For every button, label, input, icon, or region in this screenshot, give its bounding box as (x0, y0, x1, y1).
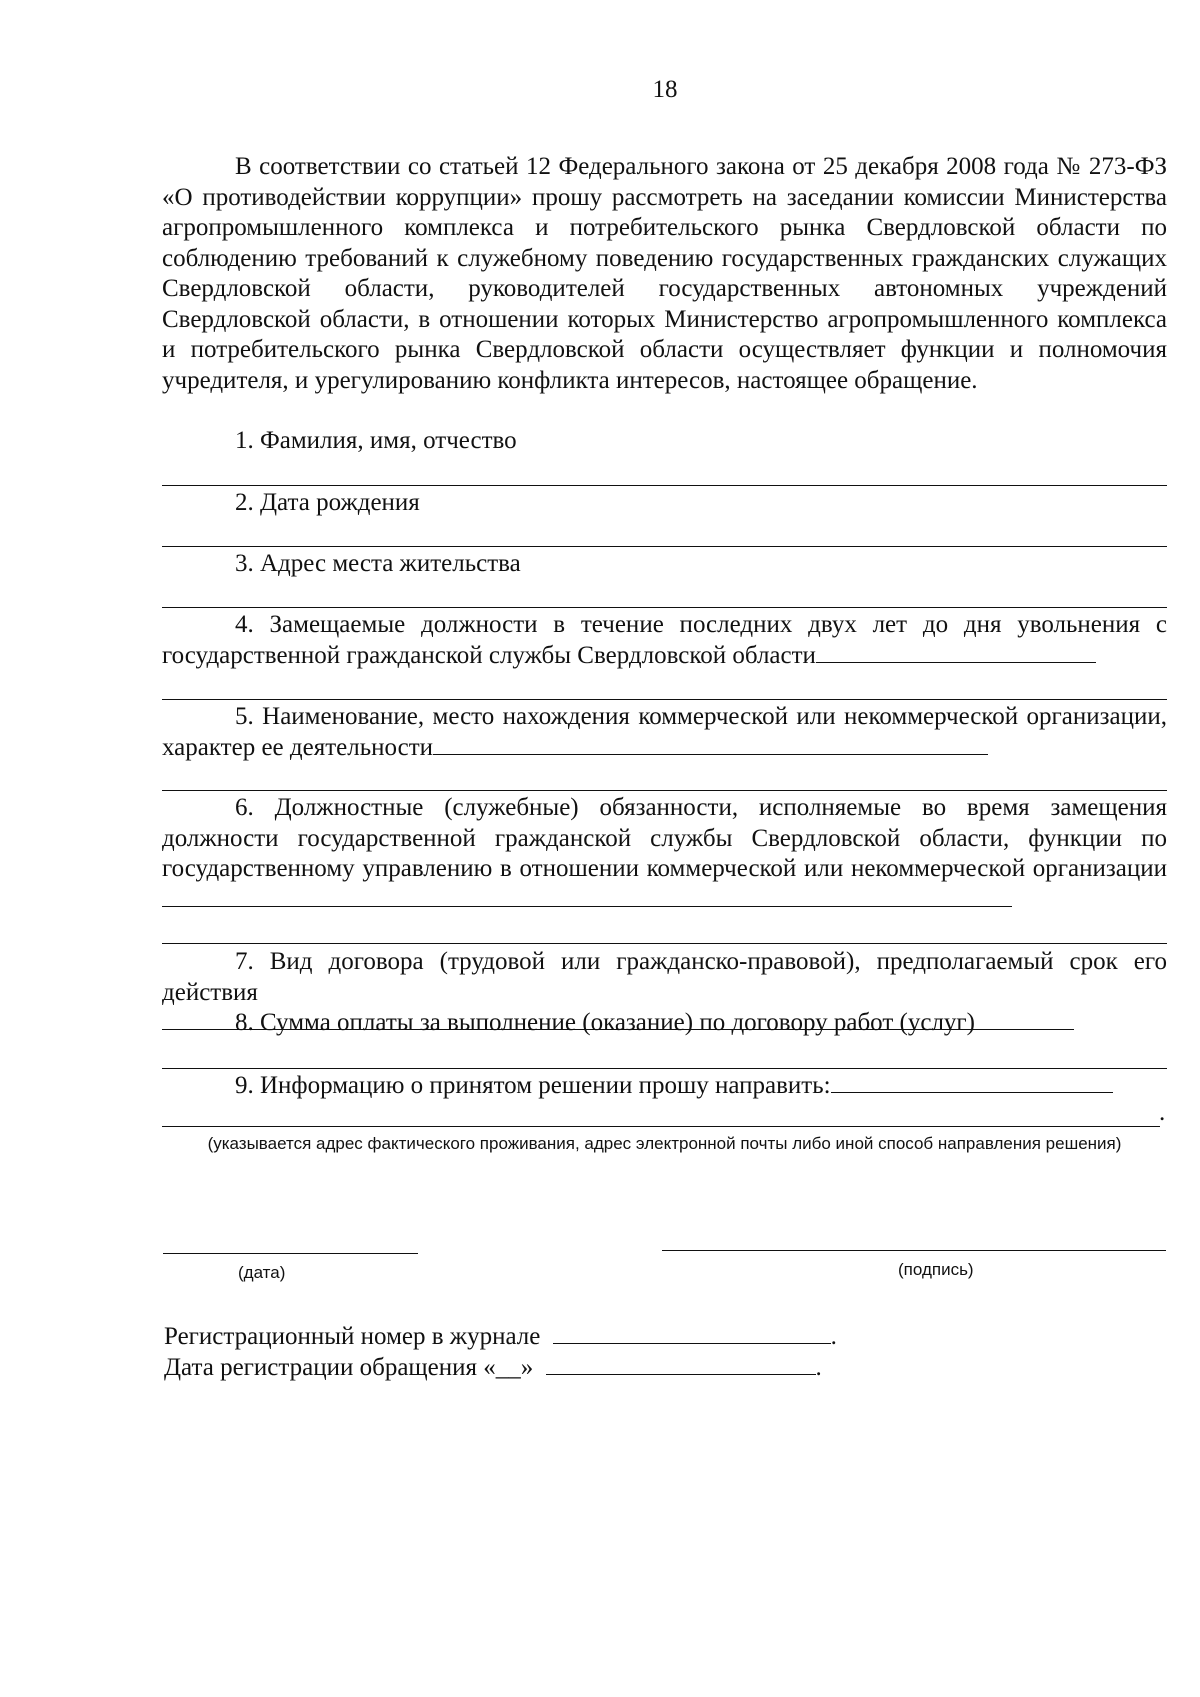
decision-end-mark: . (1159, 1099, 1166, 1126)
item-duties-text: 6. Должностные (служебные) обязанности, исполняемые во время замещения должности государственной гражданской службы Свердловской области, функции по государственному управлению в отношении коммерческой или некоммерческой организации (162, 794, 1167, 882)
item-contract-type-text: 7. Вид договора (трудовой или гражданско-правовой), предполагаемый срок его действия (162, 948, 1167, 1006)
registration-number-end: . (830, 1323, 837, 1350)
item-duties-label (162, 793, 1167, 915)
date-signature-line[interactable] (163, 1253, 418, 1254)
decision-hint: (указывается адрес фактического проживания, адрес электронной почты либо иной способ направления решения) (207, 1134, 1122, 1153)
positions-field-line[interactable] (162, 699, 1167, 700)
decision-field-line[interactable] (162, 1126, 1160, 1127)
address-field-line[interactable] (162, 607, 1167, 608)
duties-field-line[interactable] (162, 943, 1167, 944)
registration-date-label: Дата регистрации обращения «__» (164, 1354, 534, 1381)
signature-caption: (подпись) (898, 1260, 974, 1279)
registration-number-row (164, 1321, 837, 1352)
payment-field-line[interactable] (162, 1068, 1167, 1069)
item-payment-label: 8. Сумма оплаты за выполнение (оказание) по договору работ (услуг) (235, 1009, 976, 1036)
registration-number-label: Регистрационный номер в журнале (164, 1323, 541, 1350)
item-organization-label (162, 702, 1167, 763)
signature-line[interactable] (662, 1250, 1166, 1251)
registration-number-line[interactable] (553, 1323, 831, 1344)
item-decision-label (162, 1071, 1167, 1102)
item-address-label: 3. Адрес места жительства (235, 550, 521, 577)
item-full-name-label: 1. Фамилия, имя, отчество (235, 427, 517, 454)
date-caption: (дата) (238, 1263, 286, 1282)
item-positions-text: 4. Замещаемые должности в течение последних двух лет до дня увольнения с государственной гражданской службы Свердловской области (162, 611, 1167, 669)
birth-date-field-line[interactable] (162, 546, 1167, 547)
item-organization-text: 5. Наименование, место нахождения коммерческой или некоммерческой организации, характер ее деятельности (162, 703, 1167, 761)
page-number: 18 (652, 76, 678, 103)
full-name-field-line[interactable] (162, 485, 1167, 486)
organization-inline-line[interactable] (433, 734, 988, 755)
registration-date-line[interactable] (546, 1354, 816, 1375)
registration-date-row (164, 1352, 822, 1383)
item-birth-date-label: 2. Дата рождения (235, 489, 420, 516)
organization-field-line[interactable] (162, 790, 1167, 791)
item-decision-text: 9. Информацию о принятом решении прошу направить: (235, 1072, 831, 1099)
registration-date-end: . (815, 1354, 822, 1381)
duties-inline-line[interactable] (162, 886, 1012, 907)
item-positions-label (162, 610, 1167, 671)
intro-paragraph: В соответствии со статьей 12 Федерального закона от 25 декабря 2008 года № 273-ФЗ «О противодействии коррупции» прошу рассмотреть на заседании комиссии Министерства агропромышленного комплекса и потребительского рынка Свердловской области по соблюдению требований к служебному поведению государственных гражданских служащих Свердловской области, руководителей государственных автономных учреждений Свердловской области, в отношении которых Министерство агропромышленного комплекса и потребительского рынка Свердловской области осуществляет функции и полномочия учредителя, и урегулированию конфликта интересов, настоящее обращение. (162, 153, 1167, 394)
decision-inline-line[interactable] (831, 1072, 1113, 1093)
positions-inline-line[interactable] (816, 642, 1096, 663)
